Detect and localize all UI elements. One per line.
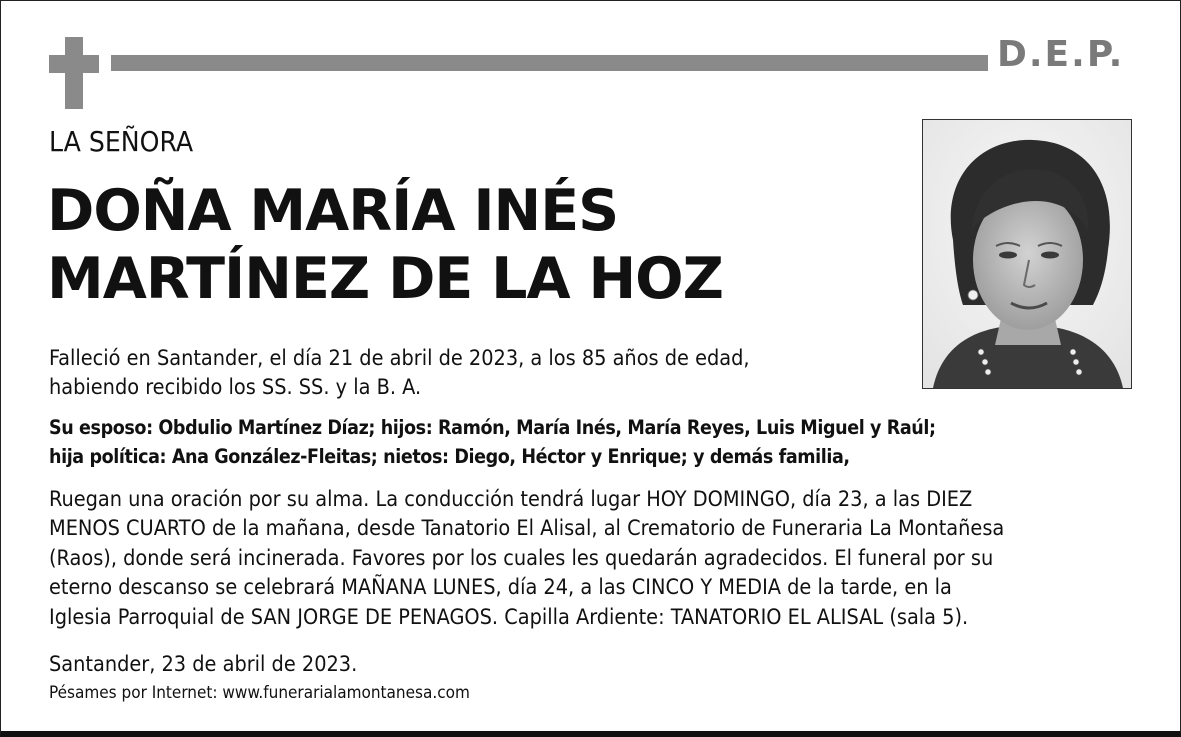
body-line-1: Ruegan una oración por su alma. La conducción tendrá lugar HOY DOMINGO, día 23, a las DIEZ — [49, 487, 973, 512]
body-line-5: Iglesia Parroquial de SAN JORGE DE PENAGOS. Capilla Ardiente: TANATORIO EL ALISAL (sala 5). — [49, 604, 969, 630]
death-details — [49, 344, 750, 402]
family-list — [49, 413, 936, 471]
header-rule — [111, 55, 988, 71]
place-date: Santander, 23 de abril de 2023. — [49, 652, 358, 677]
dep-label: D.E.P. — [997, 34, 1125, 75]
condolences-link: Pésames por Internet: www.funerarialamontanesa.com — [49, 683, 470, 703]
cross-icon — [65, 37, 83, 109]
deceased-name — [47, 177, 723, 313]
death-line-2: habiendo recibido los SS. SS. y la B. A. — [49, 375, 422, 400]
body-line-3: (Raos), donde será incinerada. Favores por los cuales les quedarán agradecidos. El funeral por su — [49, 545, 994, 571]
name-line-2: MARTÍNEZ DE LA HOZ — [47, 246, 723, 312]
honorific-prefix: LA SEÑORA — [49, 125, 194, 158]
family-line-1: Su esposo: Obdulio Martínez Díaz; hijos: Ramón, María Inés, María Reyes, Luis Miguel y Raúl; — [49, 416, 936, 439]
portrait-photo — [922, 119, 1132, 389]
family-line-2: hija política: Ana González-Fleitas; nietos: Diego, Héctor y Enrique; y demás familia, — [49, 445, 850, 468]
body-line-4: eterno descanso se celebrará MAÑANA LUNES, día 24, a las CINCO Y MEDIA de la tarde, en la — [49, 575, 952, 601]
ceremony-details — [49, 485, 1004, 632]
name-line-1: DOÑA MARÍA INÉS — [47, 178, 619, 244]
body-line-2: MENOS CUARTO de la mañana, desde Tanatorio El Alisal, al Crematorio de Funeraria La Montañesa — [49, 516, 1005, 542]
portrait-photo-icon — [923, 120, 1131, 388]
cross-icon-bar — [49, 55, 99, 73]
death-line-1: Falleció en Santander, el día 21 de abril de 2023, a los 85 años de edad, — [49, 346, 750, 371]
